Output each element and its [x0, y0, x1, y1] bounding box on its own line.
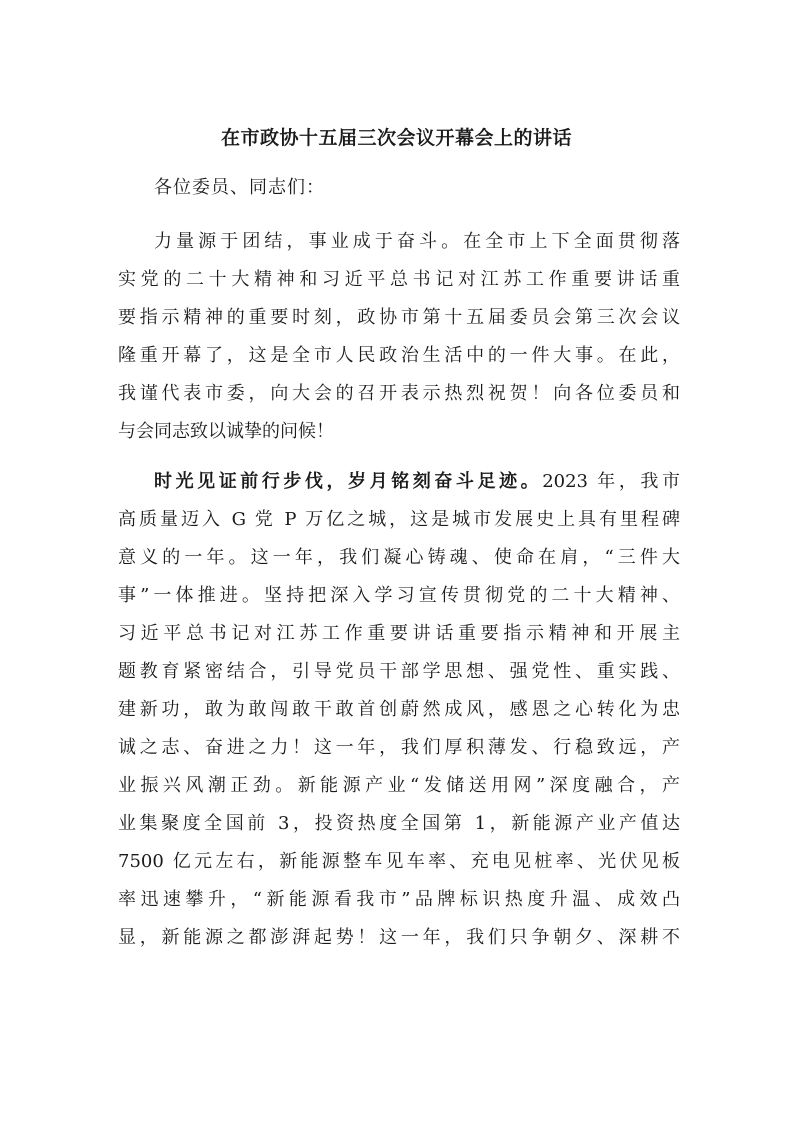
- paragraph-2-line: 业振兴风潮正劲。新能源产业“发储送用网”深度融合，产: [118, 775, 680, 796]
- paragraph-2-line: 率迅速攀升，“新能源看我市”品牌标识热度升温、成效凸: [118, 889, 680, 910]
- paragraph-2-line: 诚之志、奋进之力！这一年，我们厚积薄发、行稳致远，产: [118, 737, 680, 758]
- paragraph-1-line: 与会同志致以诚挚的问候！: [118, 421, 334, 442]
- paragraph-2-lead-line: [154, 468, 680, 496]
- paragraph-1-line: 我谨代表市委，向大会的召开表示热烈祝贺！向各位委员和: [118, 383, 680, 404]
- paragraph-2-line: 题教育紧密结合，引导党员干部学思想、强党性、重实践、: [118, 661, 680, 682]
- paragraph-2-lead-rest: 2023 年，我市: [542, 471, 681, 492]
- paragraph-2-line: 7500 亿元左右，新能源整车见车率、充电见桩率、光伏见板: [118, 851, 680, 872]
- paragraph-2-line: 习近平总书记对江苏工作重要讲话重要指示精神和开展主: [118, 623, 680, 644]
- paragraph-1-line: 实党的二十大精神和习近平总书记对江苏工作重要讲话重: [118, 269, 680, 290]
- paragraph-1-line: 力量源于团结，事业成于奋斗。在全市上下全面贯彻落: [154, 231, 680, 252]
- paragraph-2-line: 事”一体推进。坚持把深入学习宣传贯彻党的二十大精神、: [118, 585, 680, 606]
- salutation: 各位委员、同志们：: [154, 177, 325, 198]
- paragraph-2-line: 业集聚度全国前 3，投资热度全国第 1，新能源产业产值达: [118, 813, 680, 834]
- document-title: 在市政协十五届三次会议开幕会上的讲话: [220, 127, 572, 149]
- paragraph-2-line: 建新功，敢为敢闯敢干敢首创蔚然成风，感恩之心转化为忠: [118, 699, 680, 720]
- paragraph-2-lead-bold: 时光见证前行步伐，岁月铭刻奋斗足迹。: [154, 471, 543, 492]
- paragraph-2-line: 高质量迈入 G 党 P 万亿之城，这是城市发展史上具有里程碑: [118, 509, 680, 530]
- paragraph-2-line: 意义的一年。这一年，我们凝心铸魂、使命在肩，“三件大: [118, 547, 680, 568]
- paragraph-2-line: 显，新能源之都澎湃起势！这一年，我们只争朝夕、深耕不: [118, 927, 680, 948]
- paragraph-1-line: 隆重开幕了，这是全市人民政治生活中的一件大事。在此，: [118, 345, 680, 366]
- paragraph-1-line: 要指示精神的重要时刻，政协市第十五届委员会第三次会议: [118, 307, 680, 328]
